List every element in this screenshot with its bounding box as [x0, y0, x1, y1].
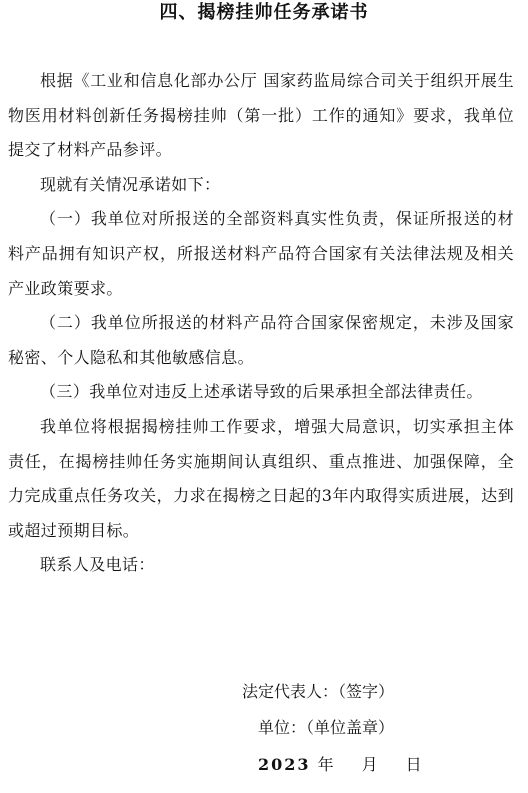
paragraph-intro: 根据《工业和信息化部办公厅 国家药监局综合司关于组织开展生物医用材料创新任务揭榜挂帅（第一批）工作的通知》要求，我单位提交了材料产品参评。	[8, 71, 514, 160]
date-month: 月	[361, 755, 380, 774]
date-year-suffix: 年	[317, 755, 336, 774]
date-day: 日	[405, 755, 424, 774]
signature-date	[0, 753, 528, 777]
paragraph-commitment-2: （二）我单位所报送的材料产品符合国家保密规定，未涉及国家秘密、个人隐私和其他敏感信息。	[8, 313, 514, 367]
signature-unit: 单位：（单位盖章）	[258, 718, 395, 737]
date-year: 2023	[258, 755, 311, 774]
document-title: 四、揭榜挂帅任务承诺书	[159, 2, 369, 23]
paragraph-commitment-3: （三）我单位对违反上述承诺导致的后果承担全部法律责任。	[40, 382, 483, 402]
paragraph-responsibility: 我单位将根据揭榜挂帅工作要求，增强大局意识，切实承担主体责任，在揭榜挂帅任务实施期间认真组织、重点推进、加强保障，全力完成重点任务攻关，力求在揭榜之日起的3年内取得实质进展，达到或超过预期目标。	[8, 416, 514, 540]
document-body	[8, 64, 514, 583]
paragraph-contact: 联系人及电话：	[40, 555, 155, 575]
signature-representative: 法定代表人：（签字）	[242, 682, 395, 701]
paragraph-commitment-1: （一）我单位对所报送的全部资料真实性负责，保证所报送的材料产品拥有知识产权，所报送材料产品符合国家有关法律法规及相关产业政策要求。	[8, 209, 514, 298]
paragraph-commitment-lead: 现就有关情况承诺如下：	[40, 174, 221, 194]
